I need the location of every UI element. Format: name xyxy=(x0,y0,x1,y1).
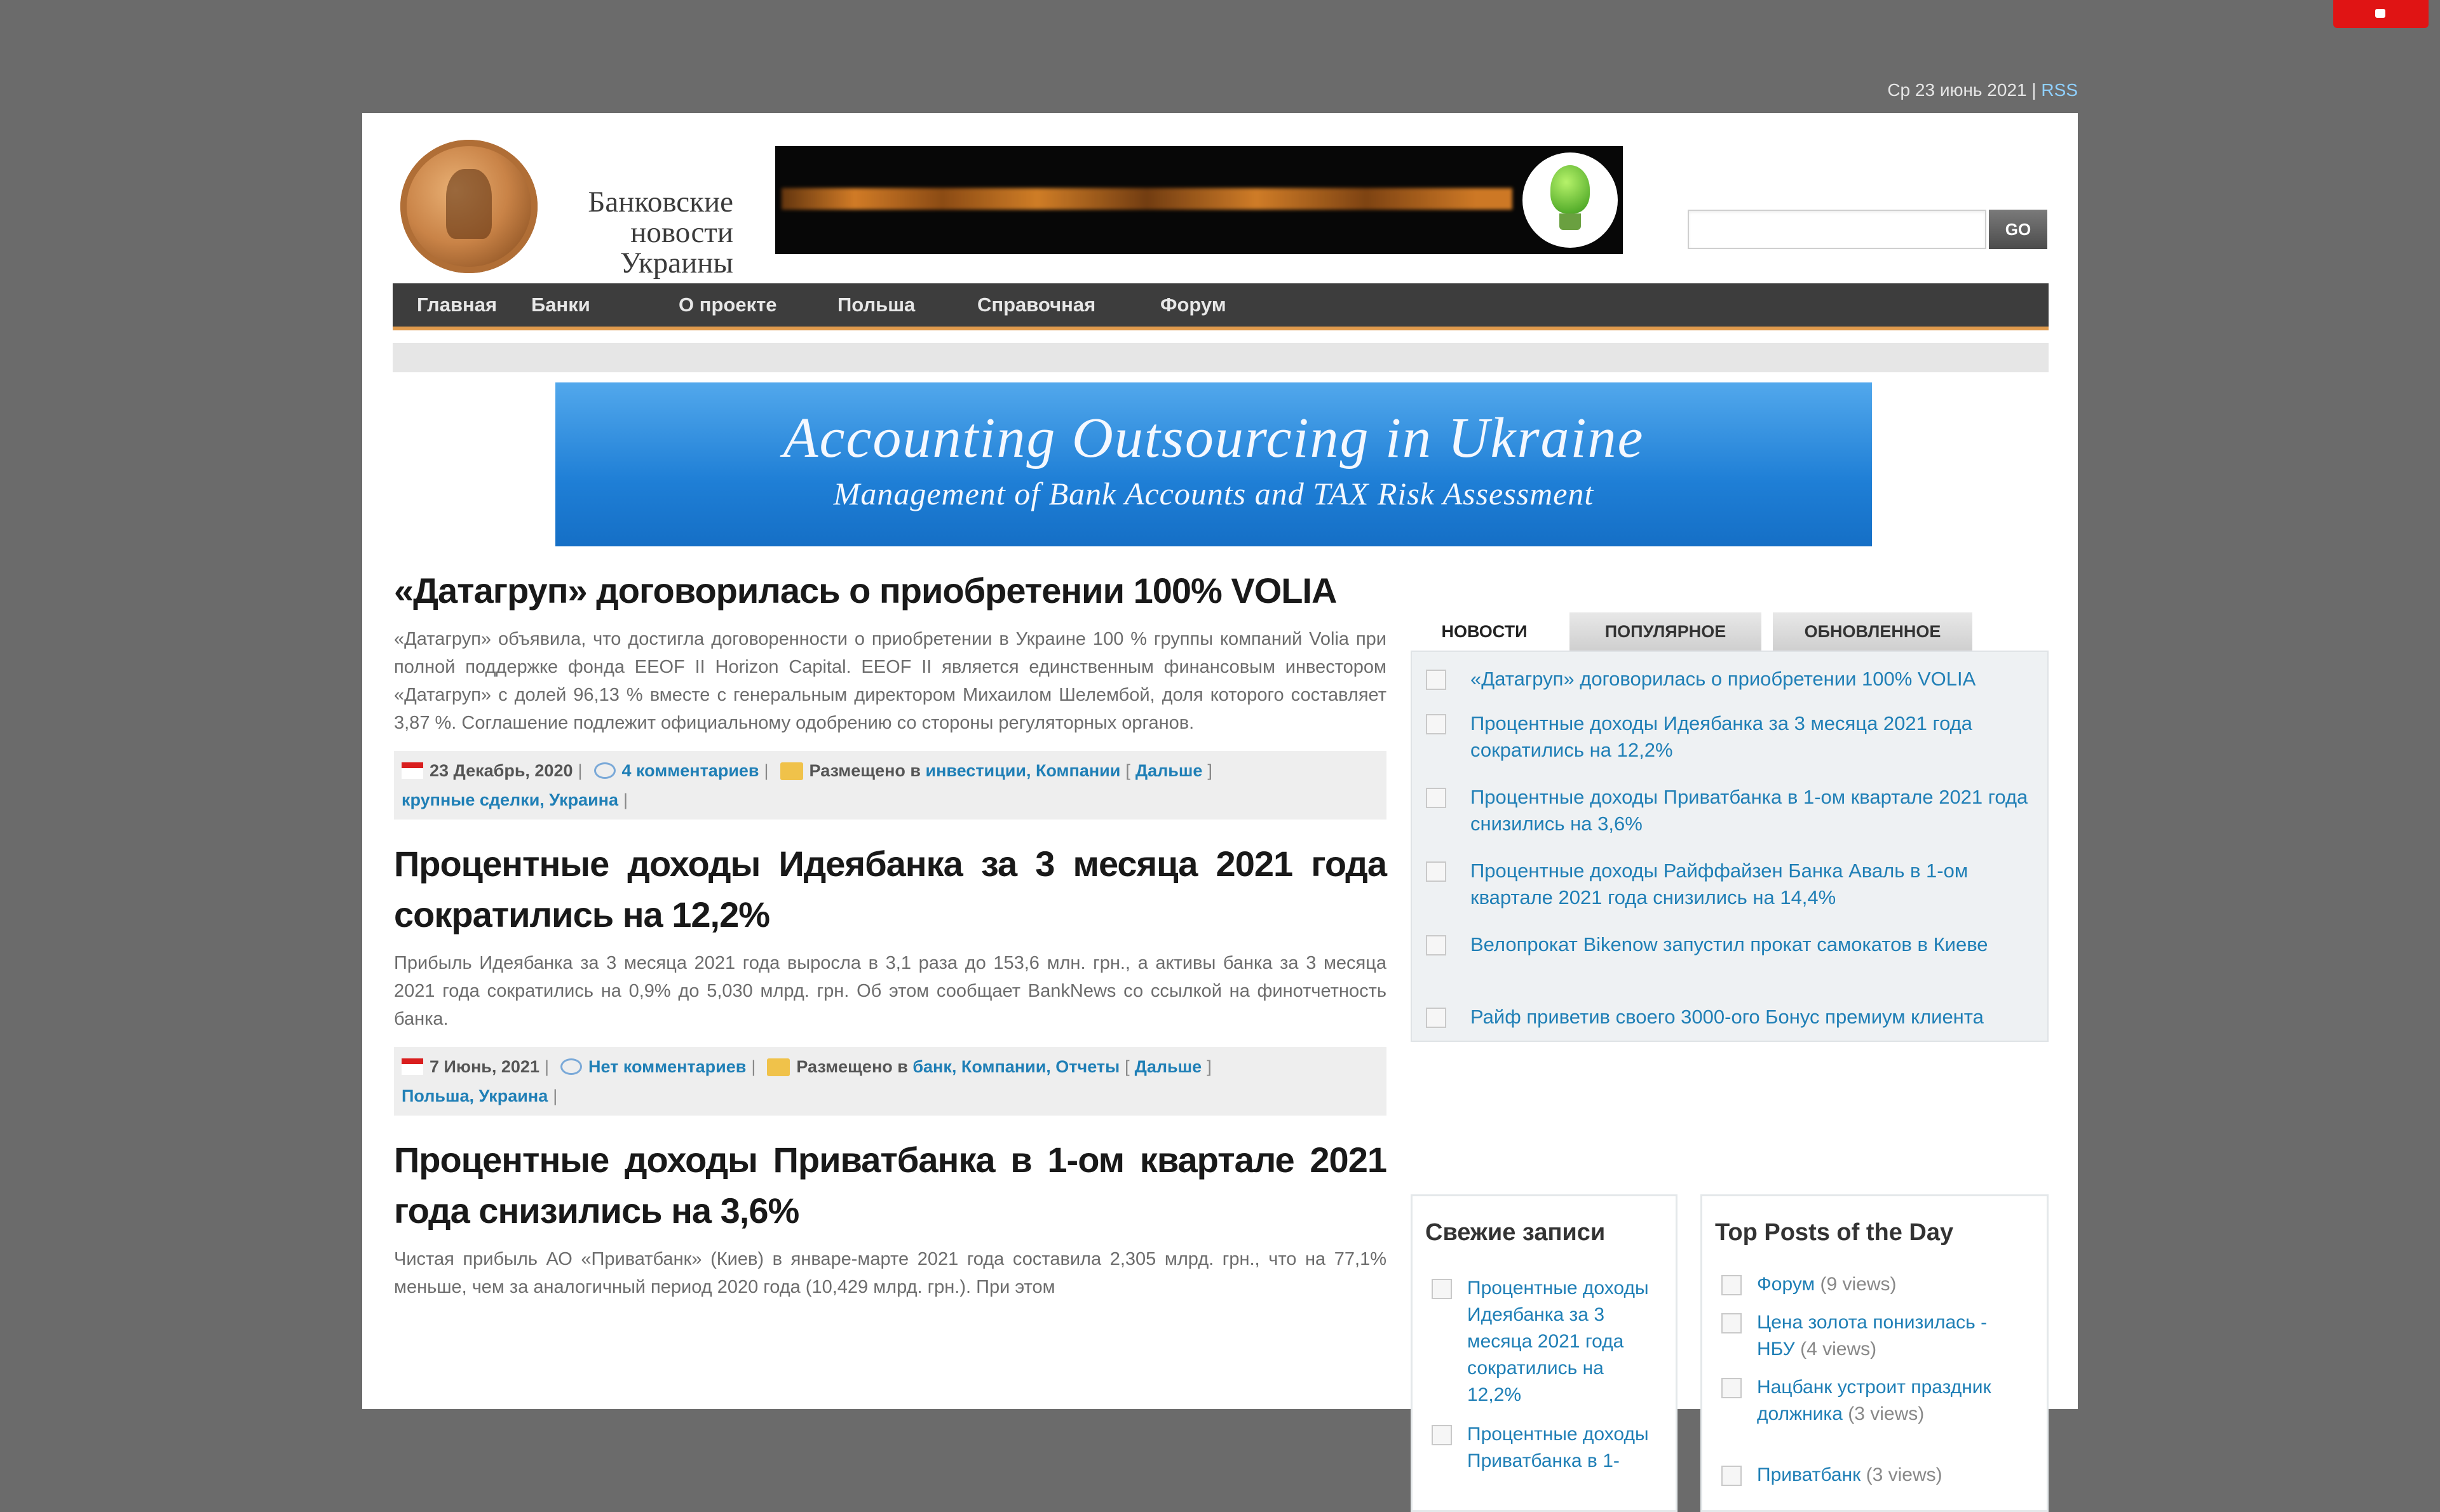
post xyxy=(394,1135,1386,1301)
post-date: 7 Июнь, 2021 xyxy=(430,1057,539,1076)
banner-streak xyxy=(782,188,1512,210)
ad-title: Accounting Outsourcing in Ukraine xyxy=(783,407,1644,469)
list-item[interactable]: Форум (9 views) xyxy=(1721,1271,2020,1298)
post-title[interactable]: «Датагруп» договорилась о приобретении 100% VOLIA xyxy=(394,570,1337,611)
site-logo-coin[interactable] xyxy=(400,140,538,273)
tabbed-widget xyxy=(1411,612,2049,1178)
tab-popular[interactable]: ПОПУЛЯРНОЕ xyxy=(1569,612,1761,651)
post-excerpt: «Датагруп» объявила, что достигла договоренности о приобретении в Украине 100 % группы компаний Volia при полной поддержке фонда EEOF II Horizon Capital. EEOF II является единственным финансовым инвестором «Датагруп» с долей 96,13 % вместе с генеральным директором Михаилом Шелембой, доля которого составляет 3,87 %. Соглашение подлежит официальному одобрению со стороны регуляторных органов. xyxy=(394,629,1386,733)
notification-tab[interactable] xyxy=(2333,0,2429,28)
tab-news[interactable]: НОВОСТИ xyxy=(1411,612,1558,651)
tab-panel xyxy=(1411,651,2049,1042)
tag-links[interactable]: Польша, Украина xyxy=(402,1086,548,1105)
tab-bar xyxy=(1411,612,2049,651)
sub-navbar xyxy=(393,343,2049,372)
bullet-icon xyxy=(1426,714,1446,734)
bullet-icon xyxy=(1721,1378,1742,1398)
close-icon xyxy=(2375,9,2385,18)
nav-home[interactable]: Главная xyxy=(417,294,498,316)
post-excerpt: Чистая прибыль АО «Приватбанк» (Киев) в январе-марте 2021 года составила 2,305 млрд. грн., что на 77,1% меньше, чем за аналогичный период 2020 года (10,429 млрд. грн.). При этом xyxy=(394,1249,1386,1297)
comment-icon xyxy=(594,762,616,779)
tag-links[interactable]: крупные сделки, Украина xyxy=(402,790,619,809)
bullet-icon xyxy=(1426,788,1446,808)
post-meta: 7 Июнь, 2021 | Нет комментариев | Размещено в банк, Компании, Отчеты [ Дальше ] Польша, Украина | xyxy=(394,1047,1386,1116)
ad-subtitle: Management of Bank Accounts and TAX Risk Assessment xyxy=(833,476,1594,511)
search-input[interactable] xyxy=(1688,210,1986,249)
list-item[interactable]: Велопрокат Bikenow запустил прокат самокатов в Киеве xyxy=(1426,931,2036,958)
bullet-icon xyxy=(1721,1313,1742,1333)
post-title[interactable]: Процентные доходы Идеябанка за 3 месяца 2021 года сократились на 12,2% xyxy=(394,844,1386,935)
comment-icon xyxy=(560,1058,582,1075)
bullet-icon xyxy=(1721,1275,1742,1295)
list-item[interactable]: Приватбанк (3 views) xyxy=(1721,1462,2020,1488)
bullet-icon xyxy=(1432,1279,1452,1299)
main-nav xyxy=(393,283,2049,330)
site-logo-text[interactable]: Банковские новости Украины xyxy=(588,186,733,280)
post-date: 23 Декабрь, 2020 xyxy=(430,761,573,780)
header-banner[interactable] xyxy=(775,146,1623,254)
search-button[interactable]: GO xyxy=(1989,210,2047,249)
list-item[interactable]: «Датагруп» договорилась о приобретении 100% VOLIA xyxy=(1426,666,2036,692)
nav-reference[interactable]: Справочная xyxy=(977,294,1096,316)
bullet-icon xyxy=(1432,1425,1452,1445)
top-posts-widget xyxy=(1700,1194,2049,1512)
list-item[interactable]: Процентные доходы Идеябанка за 3 месяца 2021 года сократились на 12,2% xyxy=(1426,710,2036,764)
list-item[interactable]: Цена золота понизилась - НБУ (4 views) xyxy=(1721,1309,2020,1363)
placed-label: Размещено в xyxy=(796,1057,908,1076)
tab-updated[interactable]: ОБНОВЛЕННОЕ xyxy=(1773,612,1972,651)
read-more-link[interactable]: Дальше xyxy=(1134,1057,1202,1076)
nav-about[interactable]: О проекте xyxy=(679,294,777,316)
nav-poland[interactable]: Польша xyxy=(837,294,916,316)
widget-title: Top Posts of the Day xyxy=(1715,1219,1954,1246)
list-item[interactable]: Процентные доходы Идеябанка за 3 месяца 2021 года сократились на 12,2% xyxy=(1432,1275,1660,1408)
bullet-icon xyxy=(1426,670,1446,690)
list-item[interactable]: Нацбанк устроит праздник должника (3 views) xyxy=(1721,1374,2020,1428)
calendar-icon xyxy=(402,1058,423,1075)
posts-list xyxy=(394,565,1386,1320)
category-links[interactable]: инвестиции, Компании xyxy=(925,761,1121,780)
read-more-link[interactable]: Дальше xyxy=(1135,761,1203,780)
rss-link[interactable]: RSS xyxy=(2041,80,2078,100)
bullet-icon xyxy=(1426,1008,1446,1028)
nav-forum[interactable]: Форум xyxy=(1160,294,1226,316)
bullet-icon xyxy=(1426,935,1446,955)
recent-posts-widget xyxy=(1411,1194,1678,1512)
folder-icon xyxy=(780,762,803,780)
folder-icon xyxy=(767,1058,790,1076)
bullet-icon xyxy=(1721,1466,1742,1486)
widget-title: Свежие записи xyxy=(1425,1219,1606,1246)
current-date: Ср 23 июнь 2021 | xyxy=(1887,80,2037,100)
bullet-icon xyxy=(1426,861,1446,882)
post xyxy=(394,565,1386,820)
lightbulb-icon xyxy=(1522,152,1618,248)
page-container xyxy=(362,113,2078,1485)
category-links[interactable]: банк, Компании, Отчеты xyxy=(912,1057,1120,1076)
calendar-icon xyxy=(402,762,423,779)
list-item[interactable]: Процентные доходы Приватбанка в 1- xyxy=(1432,1421,1660,1475)
nav-banks[interactable]: Банки xyxy=(531,294,590,316)
comments-link[interactable]: 4 комментариев xyxy=(621,761,759,780)
post-meta: 23 Декабрь, 2020 | 4 комментариев | Размещено в инвестиции, Компании [ Дальше ] крупные сделки, Украина | xyxy=(394,751,1386,820)
placed-label: Размещено в xyxy=(809,761,921,780)
date-bar xyxy=(1887,80,2078,100)
post xyxy=(394,839,1386,1116)
post-excerpt: Прибыль Идеябанка за 3 месяца 2021 года выросла в 3,1 раза до 153,6 млн. грн., а активы банка за 3 месяца 2021 года сократились на 0,9% до 5,030 млрд. грн. Об этом сообщает BankNews со ссылкой на финотчетность банка. xyxy=(394,953,1386,1029)
list-item[interactable]: Процентные доходы Приватбанка в 1-ом квартале 2021 года снизились на 3,6% xyxy=(1426,784,2036,837)
post-title[interactable]: Процентные доходы Приватбанка в 1-ом квартале 2021 года снизились на 3,6% xyxy=(394,1140,1386,1231)
list-item[interactable]: Процентные доходы Райффайзен Банка Аваль в 1-ом квартале 2021 года снизились на 14,4% xyxy=(1426,858,2036,911)
comments-link[interactable]: Нет комментариев xyxy=(588,1057,747,1076)
ad-banner[interactable] xyxy=(555,382,1872,546)
list-item[interactable]: Райф приветив своего 3000-ого Бонус премиум клиента xyxy=(1426,1004,2036,1030)
